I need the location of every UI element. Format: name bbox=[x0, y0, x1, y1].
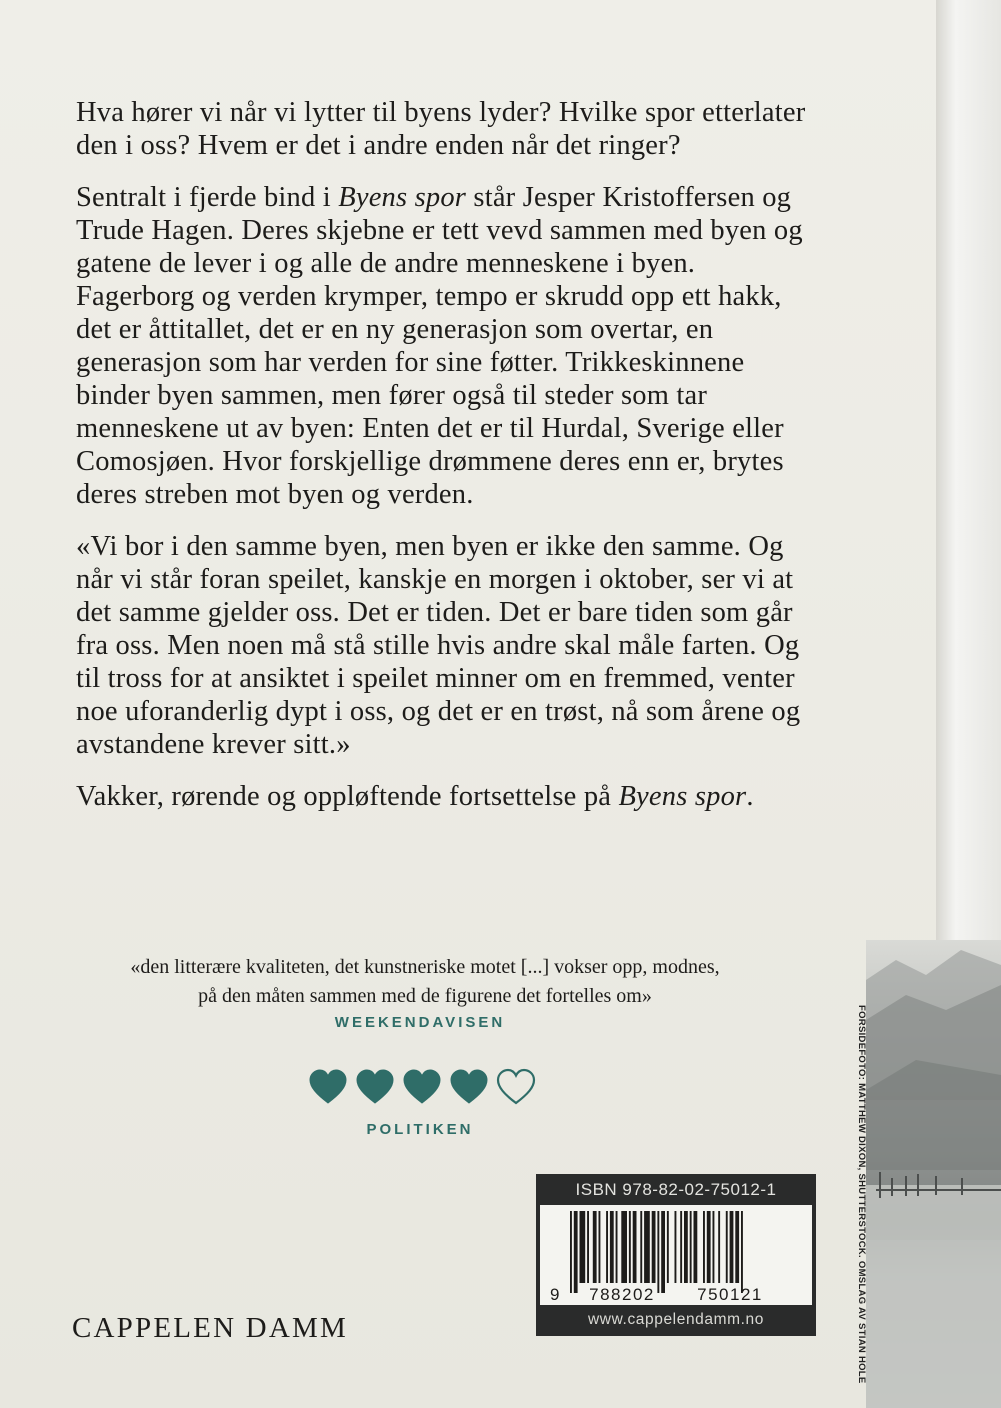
blurb-text bbox=[76, 96, 816, 832]
barcode-bar bbox=[667, 1211, 669, 1283]
barcode-bar bbox=[599, 1211, 601, 1283]
barcode-bar bbox=[690, 1211, 692, 1283]
review-source-weekendavisen: WEEKENDAVISEN bbox=[334, 1014, 506, 1031]
barcode-bar bbox=[661, 1211, 665, 1293]
heart-filled-icon bbox=[402, 1068, 442, 1108]
barcode-bar bbox=[580, 1211, 586, 1283]
review-quote-line-1: «den litterære kvaliteten, det kunstneriske motet [...] vokser opp, modnes, bbox=[130, 956, 720, 978]
barcode-bar bbox=[593, 1211, 597, 1283]
isbn-number: ISBN 978-82-02-75012-1 bbox=[575, 1180, 777, 1199]
review-quote bbox=[40, 953, 810, 1011]
barcode bbox=[540, 1205, 812, 1305]
barcode-bar bbox=[684, 1211, 688, 1283]
barcode-bar bbox=[616, 1211, 618, 1283]
barcode-bar bbox=[652, 1211, 656, 1283]
barcode-bar bbox=[741, 1211, 743, 1293]
barcode-digit-first: 9 bbox=[550, 1285, 560, 1304]
barcode-bar bbox=[657, 1211, 659, 1293]
barcode-bar bbox=[718, 1211, 720, 1283]
barcode-bar bbox=[587, 1211, 589, 1283]
barcode-bar bbox=[621, 1211, 627, 1283]
publisher-url: www.cappelendamm.no bbox=[588, 1311, 764, 1328]
barcode-digits-left: 788202 bbox=[589, 1285, 655, 1304]
blurb-paragraph-4-end: . bbox=[746, 781, 754, 812]
review-quote-line-2: på den måten sammen med de figurene det fortelles om» bbox=[198, 985, 652, 1007]
blurb-paragraph-4-start: Vakker, rørende og oppløftende fortsettelse på bbox=[76, 781, 619, 812]
barcode-bar bbox=[675, 1211, 677, 1283]
blurb-paragraph-1: Hva hører vi når vi lytter til byens lyder? Hvilke spor etterlater den i oss? Hvem er det i andre enden når det ringer? bbox=[76, 97, 806, 161]
blurb-paragraph-2 bbox=[76, 181, 816, 511]
heart-filled-icon bbox=[355, 1068, 395, 1108]
barcode-bar bbox=[574, 1211, 578, 1293]
barcode-bar bbox=[644, 1211, 650, 1283]
barcode-bar bbox=[633, 1211, 637, 1283]
barcode-bar bbox=[629, 1211, 631, 1283]
barcode-bar bbox=[703, 1211, 705, 1283]
blurb-paragraph-2-start: Sentralt i fjerde bind i bbox=[76, 182, 339, 213]
cover-credit-text: FORSIDEFOTO: MATTHEW DIXON, SHUTTERSTOCK. OMSLAG AV STIAN HOLE bbox=[856, 1005, 867, 1384]
heart-outline-icon bbox=[496, 1068, 536, 1108]
barcode-bar bbox=[726, 1211, 728, 1283]
blurb-paragraph-2-rest: står Jesper Kristoffersen og Trude Hagen. Deres skjebne er tett vevd sammen med byen og gatene de lever i og alle de andre menneskene i byen. Fagerborg og verden krymper, tempo er skrudd opp ett hakk, det er åttitallet, det er en ny generasjon som overtar, en generasjon som har verden for sine føtter. Trikkeskinnene binder byen sammen, men fører også til steder som tar menneskene ut av byen: Enten det er til Hurdal, Sverige eller Comosjøen. Hvor forskjellige drømmene deres enn er, brytes deres streben mot byen og verden. bbox=[76, 182, 803, 510]
barcode-bar bbox=[606, 1211, 608, 1283]
barcode-bar bbox=[735, 1211, 739, 1283]
series-title-2: Byens spor bbox=[618, 781, 747, 812]
heart-filled-icon bbox=[308, 1068, 348, 1108]
series-title: Byens spor bbox=[338, 182, 467, 213]
barcode-bar bbox=[713, 1211, 715, 1283]
barcode-bar bbox=[730, 1211, 734, 1283]
isbn-box bbox=[536, 1174, 816, 1336]
barcode-bar bbox=[570, 1211, 572, 1293]
barcode-digits-right: 750121 bbox=[697, 1285, 763, 1304]
publisher-logo: CAPPELEN DAMM bbox=[72, 1312, 348, 1344]
cover-credit bbox=[853, 1005, 869, 1384]
barcode-bar bbox=[707, 1211, 711, 1283]
barcode-bar bbox=[694, 1211, 698, 1283]
cover-photo-edge bbox=[866, 940, 1001, 1408]
barcode-bar bbox=[680, 1211, 682, 1283]
barcode-bar bbox=[610, 1211, 614, 1283]
barcode-bar bbox=[640, 1211, 642, 1283]
review-source-politiken: POLITIKEN bbox=[366, 1121, 474, 1138]
heart-filled-icon bbox=[449, 1068, 489, 1108]
blurb-quote: «Vi bor i den samme byen, men byen er ikke den samme. Og når vi står foran speilet, kanskje en morgen i oktober, ser vi at det samme gjelder oss. Det er tiden. Det er bare tiden som går fra oss. Men noen må stå stille hvis andre skal måle farten. Og til tross for at ansiktet i speilet minner om en fremmed, venter noe uforanderlig dypt i oss, og det er en trøst, nå som årene og avstandene krever sitt.» bbox=[76, 531, 801, 760]
rating-hearts bbox=[308, 1068, 538, 1112]
blurb-paragraph-4 bbox=[76, 780, 816, 813]
